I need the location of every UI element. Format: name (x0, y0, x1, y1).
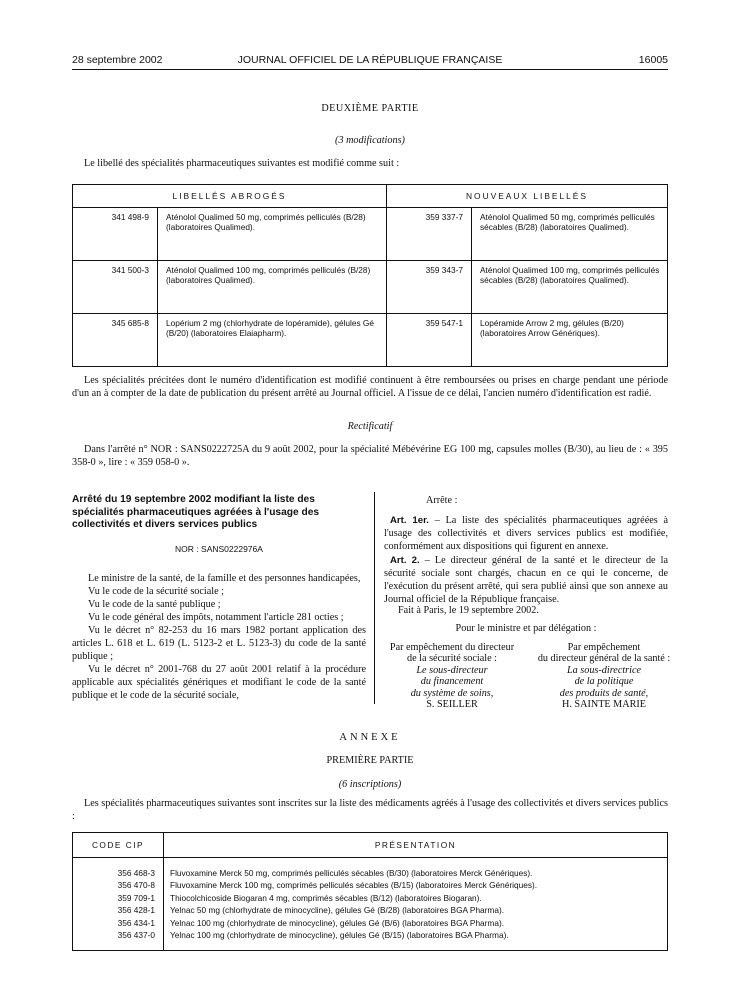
old-label: Aténolol Qualimed 50 mg, comprimés pelliculés (B/28) (laboratoires Qualimed). (158, 208, 387, 261)
col-header-presentation: PRÉSENTATION (164, 833, 668, 858)
annexe-subtitle: (6 inscriptions) (338, 779, 402, 790)
inscriptions-table (72, 832, 668, 951)
header-date: 28 septembre 2002 (72, 54, 163, 66)
new-code: 359 337-7 (387, 208, 472, 261)
preamble-paragraph: Le ministre de la santé, de la famille et des personnes handicapées, (88, 573, 361, 584)
cip-code: 356 470-8 (73, 880, 164, 892)
pour-le-ministre: Pour le ministre et par délégation : (455, 623, 597, 634)
sig-line: Par empêchement du directeur (389, 642, 515, 653)
old-code: 345 685-8 (73, 314, 158, 367)
part2-intro: Le libellé des spécialités pharmaceutiques suivantes est modifié comme suit : (84, 158, 400, 169)
col-header-old: LIBELLÉS ABROGÉS (73, 185, 387, 208)
cip-code: 356 434-1 (73, 918, 164, 930)
table-row (73, 261, 668, 314)
cip-code: 356 468-3 (73, 858, 164, 881)
table-row (73, 930, 668, 951)
presentation: Yelnac 100 mg (chlorhydrate de minocycline), gélules Gé (B/15) (laboratoires BGA Pharma). (164, 930, 668, 951)
sig-line: Le sous-directeur (416, 664, 488, 676)
sig-line: du système de soins, (410, 687, 494, 699)
sig-line: de la politique (574, 676, 634, 688)
preamble-paragraph: Vu le code de la sécurité sociale ; (88, 586, 225, 597)
after-table-text: Les spécialités précitées dont le numéro d'identification est modifié continuent à être remboursées ou prises en charge pendant une période d'un an à compter de la date de publication du présent arrêté au Journal officiel. A l'issue de ce délai, l'ancien numéro d'identification est radié. (72, 375, 668, 399)
column-divider (374, 492, 375, 704)
sig-line: des produits de santé, (559, 687, 649, 699)
annexe-intro: Les spécialités pharmaceutiques suivantes sont inscrites sur la liste des médicaments agréés à l'usage des collectivités et divers services publics : (72, 798, 668, 822)
presentation: Fluvoxamine Merck 100 mg, comprimés pelliculés sécables (B/15) (laboratoires Merck Génériques). (164, 880, 668, 892)
article-2-text: – Le directeur général de la santé et le directeur de la sécurité sociale sont chargés, chacun en ce qui le concerne, de l'exécution du présent arrêté, qui sera publié ainsi que son annexe au Journal officiel de la République française. (384, 555, 668, 605)
article-2 (384, 554, 668, 606)
presentation: Thiocolchicoside Biogaran 4 mg, comprimés sécables (B/12) (laboratoires Biogaran). (164, 893, 668, 905)
nor-reference: NOR : SANS0222976A (175, 544, 263, 554)
new-code: 359 343-7 (387, 261, 472, 314)
new-label: Aténolol Qualimed 100 mg, comprimés pelliculés sécables (B/28) (laboratoires Qualimed). (472, 261, 668, 314)
table-row (73, 314, 668, 367)
col-header-new: NOUVEAUX LIBELLÉS (387, 185, 668, 208)
part2-title: DEUXIÈME PARTIE (321, 103, 419, 114)
preamble-paragraph: Vu le code général des impôts, notamment l'article 281 octies ; (88, 612, 344, 623)
col-header-code: CODE CIP (73, 833, 164, 858)
table-row (73, 905, 668, 917)
sig-line: La sous-directrice (566, 664, 642, 676)
presentation: Yelnac 100 mg (chlorhydrate de minocycline), gélules Gé (B/6) (laboratoires BGA Pharma). (164, 918, 668, 930)
arrete-preamble (72, 572, 366, 702)
arrete-label: Arrête : (426, 495, 458, 506)
cip-code: 359 709-1 (73, 893, 164, 905)
table-row (73, 893, 668, 905)
signature-right (530, 642, 678, 710)
annexe-title: ANNEXE (339, 732, 401, 743)
presentation: Yelnac 50 mg (chlorhydrate de minocycline), gélules Gé (B/28) (laboratoires BGA Pharma). (164, 905, 668, 917)
old-code: 341 498-9 (73, 208, 158, 261)
fait-a-paris: Fait à Paris, le 19 septembre 2002. (398, 605, 539, 616)
header-rule (72, 69, 668, 70)
new-label: Aténolol Qualimed 50 mg, comprimés pelliculés sécables (B/28) (laboratoires Qualimed). (472, 208, 668, 261)
cip-code: 356 437-0 (73, 930, 164, 951)
sig-line: de la sécurité sociale : (407, 653, 497, 665)
modifications-table (72, 184, 668, 367)
new-code: 359 547-1 (387, 314, 472, 367)
old-code: 341 500-3 (73, 261, 158, 314)
article-1-text: – La liste des spécialités pharmaceutiques agréées à l'usage des collectivités et divers services publics est modifiée, conformément aux dispositions qui figurent en annexe. (384, 515, 668, 552)
annexe-part-title: PREMIÈRE PARTIE (326, 755, 414, 766)
article-1-label: Art. 1er. (390, 515, 429, 526)
article-1 (384, 514, 668, 553)
table-row (73, 858, 668, 881)
table-row (73, 208, 668, 261)
rectificatif-text: Dans l'arrêté n° NOR : SANS0222725A du 9 août 2002, pour la spécialité Mébévérine EG 100 mg, capsules molles (B/30), au lieu de : « 395 358-0 », lire : « 359 058-0 ». (72, 444, 668, 468)
table-row (73, 880, 668, 892)
table-row (73, 918, 668, 930)
article-2-label: Art. 2. (390, 555, 420, 566)
cip-code: 356 428-1 (73, 905, 164, 917)
part2-subtitle: (3 modifications) (335, 135, 405, 146)
arrete-title: Arrêté du 19 septembre 2002 modifiant la liste des spécialités pharmaceutiques agréées à l'usage des collectivités et divers services publics (72, 494, 320, 530)
signatory-name: H. SAINTE MARIE (561, 699, 647, 711)
preamble-paragraph: Vu le décret n° 82-253 du 16 mars 1982 portant application des articles L. 618 et L. 619 (L. 5123-2 et L. 5123-3) du code de la santé publique ; (72, 625, 366, 662)
sig-line: du financement (420, 676, 484, 688)
page-number: 16005 (638, 54, 668, 66)
old-label: Aténolol Qualimed 100 mg, comprimés pelliculés (B/28) (laboratoires Qualimed). (158, 261, 387, 314)
sig-line: Par empêchement (567, 642, 641, 653)
journal-title: JOURNAL OFFICIEL DE LA RÉPUBLIQUE FRANÇAISE (237, 54, 503, 66)
rectificatif-title: Rectificatif (347, 421, 393, 432)
preamble-paragraph: Vu le décret n° 2001-768 du 27 août 2001 relatif à la procédure applicable aux spécialités génériques et modifiant le code de la santé publique et le code de la sécurité sociale, (72, 664, 366, 701)
preamble-paragraph: Vu le code de la santé publique ; (88, 599, 221, 610)
signature-left (380, 642, 524, 710)
signatory-name: S. SEILLER (426, 699, 478, 711)
new-label: Lopéramide Arrow 2 mg, gélules (B/20) (laboratoires Arrow Génériques). (472, 314, 668, 367)
presentation: Fluvoxamine Merck 50 mg, comprimés pelliculés sécables (B/30) (laboratoires Merck Génériques). (164, 858, 668, 881)
sig-line: du directeur général de la santé : (537, 653, 671, 665)
old-label: Lopérium 2 mg (chlorhydrate de lopéramide), gélules Gé (B/20) (laboratoires Elaiapharm). (158, 314, 387, 367)
